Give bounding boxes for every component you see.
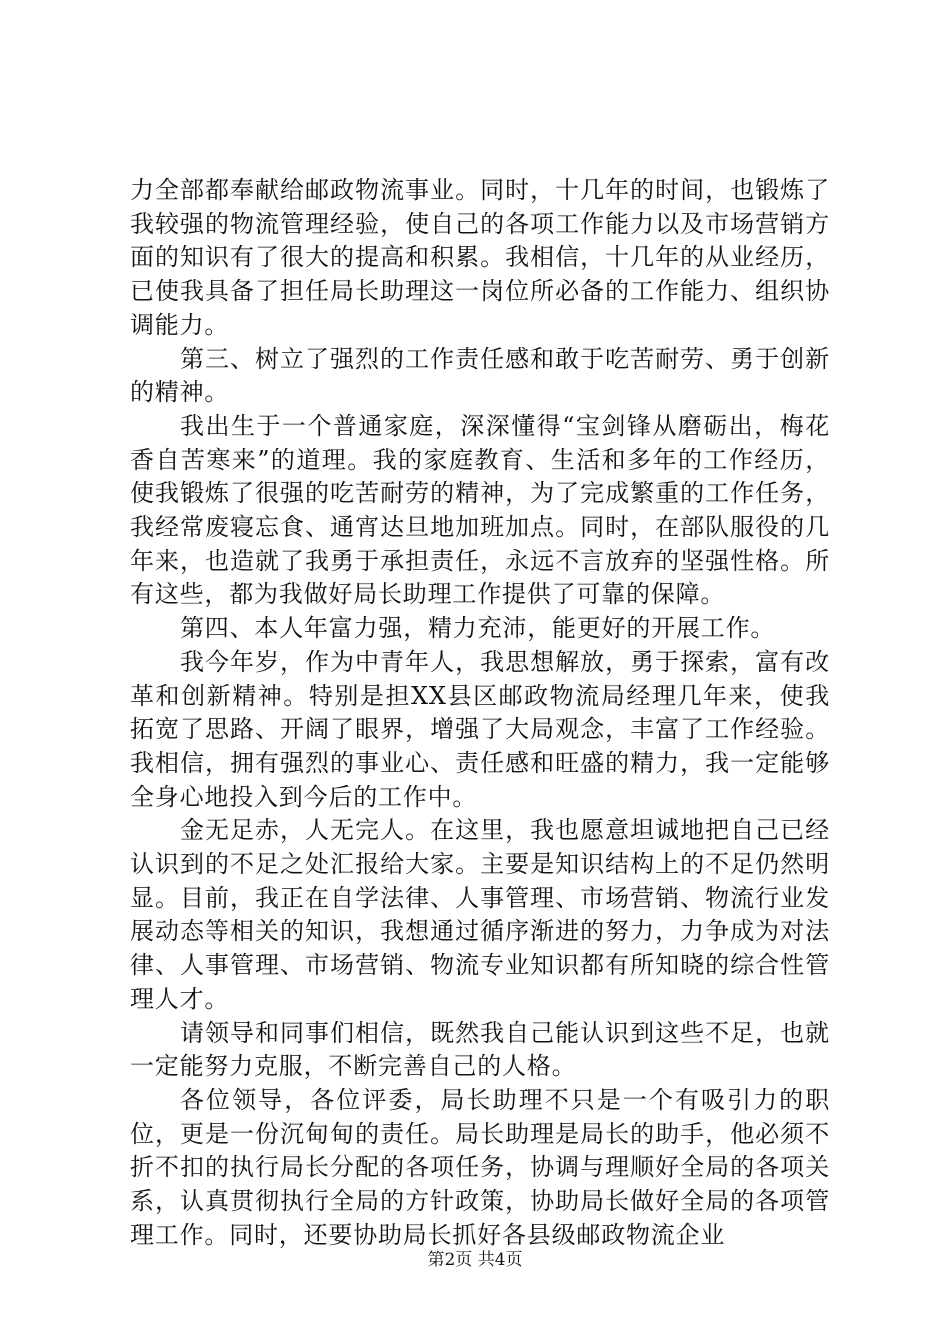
paragraph-7: 请领导和同事们相信，既然我自己能认识到这些不足，也就一定能努力克服，不断完善自己的人格。	[130, 1018, 830, 1081]
paragraph-2: 第三、树立了强烈的工作责任感和敢于吃苦耐劳、勇于创新的精神。	[130, 344, 830, 407]
paragraph-5: 我今年岁，作为中青年人，我思想解放，勇于探索，富有改革和创新精神。特别是担XX县区邮政物流局经理几年来，使我拓宽了思路、开阔了眼界，增强了大局观念，丰富了工作经验。我相信，拥有强烈的事业心、责任感和旺盛的精力，我一定能够全身心地投入到今后的工作中。	[130, 647, 830, 811]
paragraph-8: 各位领导，各位评委，局长助理不只是一个有吸引力的职位，更是一份沉甸甸的责任。局长助理是局长的助手，他必须不折不扣的执行局长分配的各项任务，协调与理顺好全局的各项关系，认真贯彻执行全局的方针政策，协助局长做好全局的各项管理工作。同时，还要协助局长抓好各县级邮政物流企业	[130, 1085, 830, 1249]
paragraph-3: 我出生于一个普通家庭，深深懂得“宝剑锋从磨砺出，梅花香自苦寒来”的道理。我的家庭教育、生活和多年的工作经历，使我锻炼了很强的吃苦耐劳的精神，为了完成繁重的工作任务，我经常废寝忘食、通宵达旦地加班加点。同时，在部队服役的几年来，也造就了我勇于承担责任，永远不言放弃的坚强性格。所有这些，都为我做好局长助理工作提供了可靠的保障。	[130, 411, 830, 609]
paragraph-4: 第四、本人年富力强，精力充沛，能更好的开展工作。	[180, 614, 776, 643]
paragraph-1: 力全部都奉献给邮政物流事业。同时，十几年的时间，也锻炼了我较强的物流管理经验，使自己的各项工作能力以及市场营销方面的知识有了很大的提高和积累。我相信，十几年的从业经历，已使我具备了担任局长助理这一岗位所必备的工作能力、组织协调能力。	[130, 176, 830, 339]
page-number-footer: 第2页 共4页	[427, 1250, 523, 1270]
paragraph-6: 金无足赤，人无完人。在这里，我也愿意坦诚地把自己已经认识到的不足之处汇报给大家。主要是知识结构上的不足仍然明显。目前，我正在自学法律、人事管理、市场营销、物流行业发展动态等相关的知识，我想通过循序渐进的努力，力争成为对法律、人事管理、市场营销、物流专业知识都有所知晓的综合性管理人才。	[130, 816, 830, 1013]
document-body	[130, 174, 830, 1253]
